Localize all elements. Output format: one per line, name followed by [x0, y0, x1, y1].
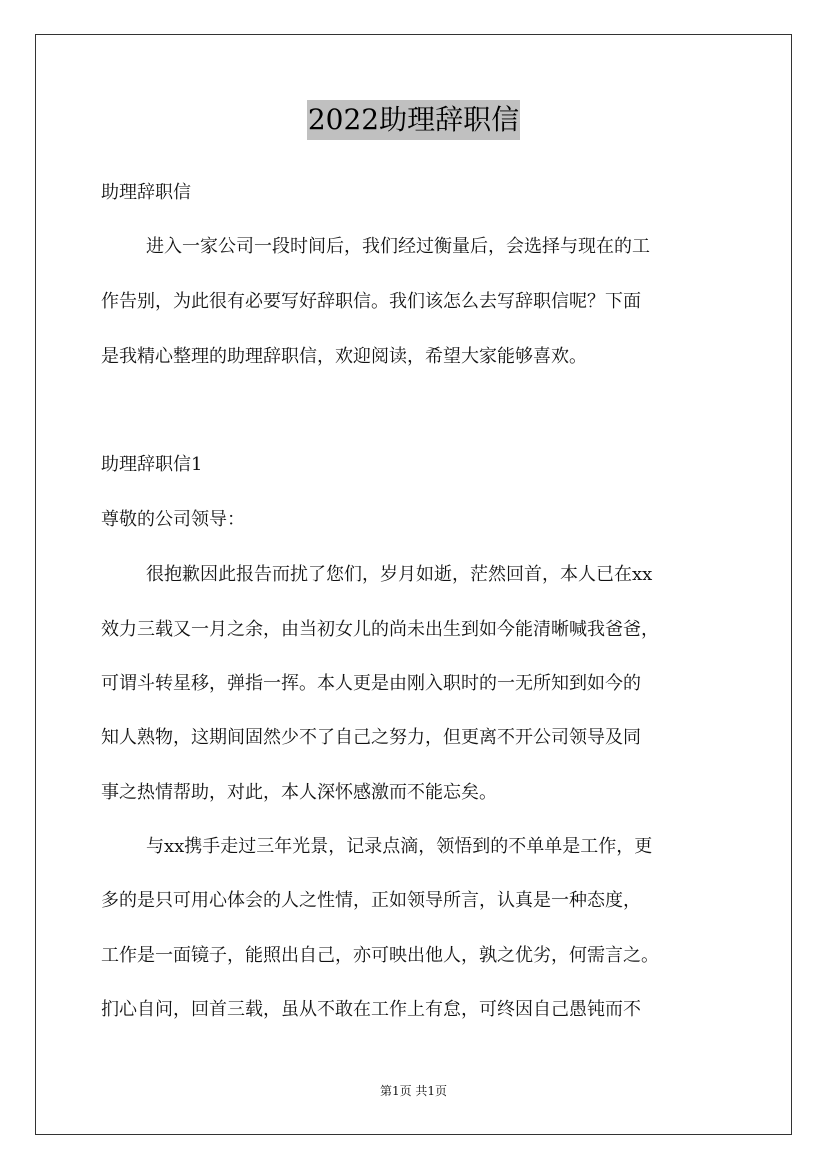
paragraph-line: 事之热情帮助，对此，本人深怀感激而不能忘矣。 [101, 782, 497, 803]
paragraph-line: 进入一家公司一段时间后，我们经过衡量后，会选择与现在的工 [146, 236, 650, 257]
paragraph-line: 扪心自问，回首三载，虽从不敢在工作上有怠，可终因自己愚钝而不 [101, 999, 641, 1020]
section-heading: 助理辞职信1 [101, 454, 203, 475]
paragraph-line: 知人熟物，这期间固然少不了自己之努力，但更离不开公司领导及同 [101, 727, 641, 748]
document-title: 2022助理辞职信 [307, 100, 520, 140]
title-container [0, 100, 827, 140]
section-heading: 助理辞职信 [101, 182, 191, 203]
paragraph-line: 效力三载又一月之余，由当初女儿的尚未出生到如今能清晰喊我爸爸， [101, 619, 659, 640]
paragraph-line: 作告别，为此很有必要写好辞职信。我们该怎么去写辞职信呢？下面 [101, 291, 641, 312]
paragraph-line: 是我精心整理的助理辞职信，欢迎阅读，希望大家能够喜欢。 [101, 346, 587, 367]
paragraph-line: 工作是一面镜子，能照出自己，亦可映出他人，孰之优劣，何需言之。 [101, 945, 659, 966]
paragraph-line: 与xx携手走过三年光景，记录点滴，领悟到的不单单是工作，更 [146, 836, 653, 857]
paragraph-line: 很抱歉因此报告而扰了您们，岁月如逝，茫然回首，本人已在xx [146, 564, 653, 585]
salutation: 尊敬的公司领导： [101, 509, 245, 530]
paragraph-line: 可谓斗转星移，弹指一挥。本人更是由刚入职时的一无所知到如今的 [101, 673, 641, 694]
paragraph-line: 多的是只可用心体会的人之性情，正如领导所言，认真是一种态度， [101, 890, 641, 911]
page-footer: 第1页 共1页 [379, 1084, 448, 1098]
